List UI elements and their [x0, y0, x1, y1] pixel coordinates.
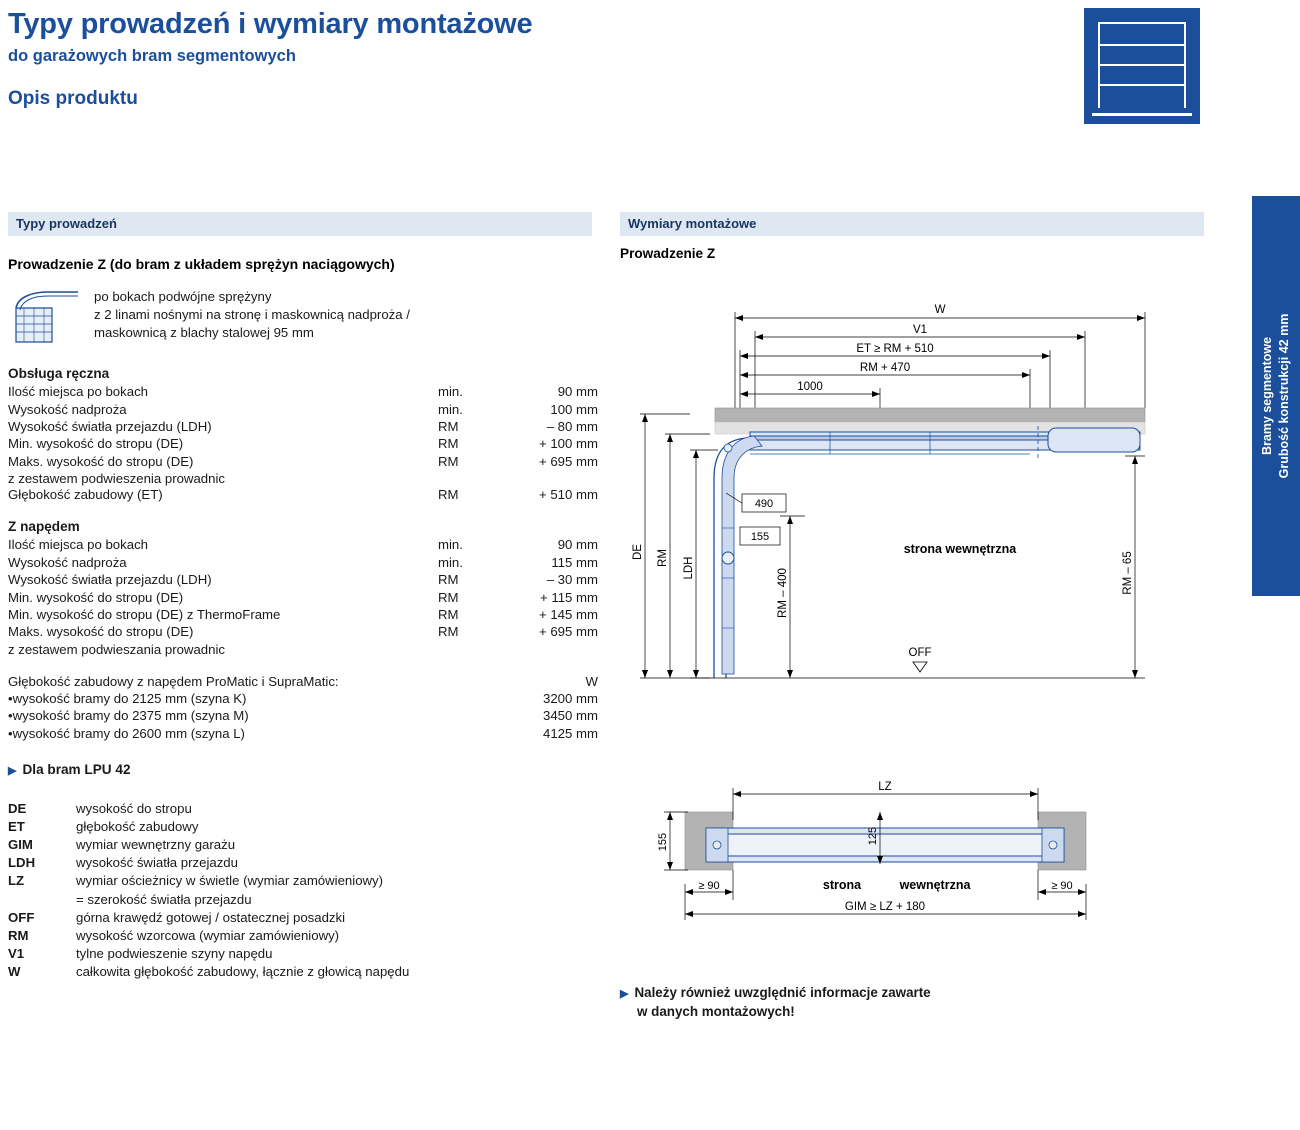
dim-rm65: RM – 65	[1122, 551, 1134, 595]
depth-item-value: 4125 mm	[543, 725, 598, 741]
depth-title: Głębokość zabudowy z napędem ProMatic i SupraMatic:	[8, 673, 339, 689]
table-row	[8, 588, 598, 605]
manual-note: z zestawem podwieszenia prowadnic	[8, 470, 225, 486]
right-section-bar: Wymiary montażowe	[620, 212, 1204, 236]
left-column	[8, 248, 598, 981]
spec-value: + 510 mm	[538, 487, 598, 503]
table-row: •wysokość bramy do 2125 mm (szyna K) 3200 mm	[8, 691, 598, 707]
label-inside-side: strona wewnętrzna	[903, 542, 1017, 556]
section-title: Opis produktu	[8, 88, 138, 110]
legend-key: LDH	[8, 855, 36, 871]
spring-text-line1: po bokach podwójne sprężyny	[94, 289, 272, 304]
dim-ldh: LDH	[683, 556, 695, 580]
right-subtitle: Prowadzenie Z	[620, 246, 716, 261]
dim-125: 125	[867, 826, 879, 846]
dim-155-top: 155	[657, 832, 669, 852]
legend-key: ET	[8, 818, 25, 834]
spec-ref: RM	[438, 624, 459, 640]
spec-value: + 695 mm	[538, 453, 598, 469]
manual-section-title: Obsługa ręczna	[8, 366, 110, 381]
table-row	[8, 673, 598, 690]
spec-value: + 100 mm	[538, 436, 598, 452]
legend-desc: całkowita głębokość zabudowy, łącznie z głowicą napędu	[76, 964, 410, 980]
dim-155-side: 155	[750, 531, 770, 543]
vertical-tab	[1252, 196, 1300, 596]
legend-key: OFF	[8, 909, 35, 925]
depth-table	[8, 673, 598, 743]
table-row	[8, 606, 598, 623]
dim-et: ET ≥ RM + 510	[856, 343, 934, 355]
spec-label: Ilość miejsca po bokach	[8, 384, 149, 400]
vertical-tab-line1: Bramy segmentowe	[1260, 336, 1275, 456]
table-row	[8, 435, 598, 452]
triangle-right-icon: ▶	[620, 988, 629, 1000]
table-row: •wysokość bramy do 2375 mm (szyna M) 3450 mm	[8, 708, 598, 724]
garage-door-logo-icon	[1084, 8, 1200, 124]
table-row	[8, 854, 596, 872]
table-row	[8, 908, 596, 926]
dim-rm: RM	[657, 549, 669, 567]
label-inside-2: wewnętrzna	[899, 878, 971, 892]
vertical-tab-line2: Grubość konstrukcji 42 mm	[1277, 313, 1291, 479]
spec-value: + 695 mm	[538, 624, 598, 640]
spec-label: Ilość miejsca po bokach	[8, 537, 149, 553]
dim-490: 490	[754, 498, 774, 510]
page-subtitle: do garażowych bram segmentowych	[8, 47, 296, 66]
legend-desc: wysokość światła przejazdu	[76, 855, 238, 871]
drive-note: z zestawem podwieszania prowadnic	[8, 641, 225, 657]
spec-value: 115 mm	[551, 554, 598, 570]
spec-label: Maks. wysokość do stropu (DE)	[8, 624, 194, 640]
left-section-bar: Typy prowadzeń	[8, 212, 592, 236]
spring-text-line3: maskownicą z blachy stalowej 95 mm	[94, 324, 314, 340]
legend-desc: głębokość zabudowy	[76, 818, 199, 834]
depth-item-label: wysokość bramy do 2125 mm (szyna K)	[12, 691, 247, 707]
dim-de: DE	[632, 544, 644, 560]
manual-depth-row	[8, 486, 598, 503]
right-note-line1: Należy również uwzględnić informacje zawarte	[634, 985, 931, 1000]
table-row	[8, 571, 598, 588]
spec-value: 100 mm	[550, 401, 598, 417]
spec-label: Wysokość światła przejazdu (LDH)	[8, 418, 212, 434]
table-row	[8, 872, 596, 890]
drive-section-title: Z napędem	[8, 519, 80, 535]
depth-item-value: 3450 mm	[543, 708, 598, 724]
dim-w: W	[934, 304, 946, 316]
table-row	[8, 835, 596, 853]
spec-value: + 145 mm	[538, 606, 598, 622]
legend-desc: wymiar wewnętrzny garażu	[76, 836, 236, 852]
spec-ref: min.	[438, 537, 463, 553]
lpu-note: ▶ Dla bram LPU 42	[8, 762, 131, 777]
spec-label: Wysokość nadproża	[8, 401, 127, 417]
legend-key: DE	[8, 800, 27, 816]
spec-ref: min.	[438, 384, 463, 400]
legend-key: GIM	[8, 836, 33, 852]
spec-label: Wysokość nadproża	[8, 554, 127, 570]
legend-table	[8, 799, 596, 981]
label-inside-1: strona	[822, 878, 862, 892]
table-row	[8, 453, 598, 470]
spec-label: Głębokość zabudowy (ET)	[8, 487, 163, 503]
table-row	[8, 383, 598, 400]
table-row	[8, 486, 598, 503]
legend-key	[8, 890, 76, 908]
spec-value: – 80 mm	[546, 418, 598, 434]
spec-value: – 30 mm	[546, 572, 598, 588]
dim-lz: LZ	[878, 781, 892, 793]
table-row	[8, 817, 596, 835]
table-row	[8, 418, 598, 435]
table-row	[8, 799, 596, 817]
dim-left-90: ≥ 90	[698, 880, 720, 892]
page-title: Typy prowadzeń i wymiary montażowe	[8, 8, 533, 40]
table-row	[8, 963, 596, 981]
table-row	[8, 554, 598, 571]
depth-item-value: 3200 mm	[543, 691, 598, 707]
track-type-heading: Prowadzenie Z (do bram z układem sprężyn naciągowych)	[8, 256, 395, 272]
dim-rm470: RM + 470	[859, 362, 911, 374]
table-row: •wysokość bramy do 2600 mm (szyna L) 4125 mm	[8, 725, 598, 741]
dim-rm400: RM – 400	[777, 568, 789, 618]
right-note	[620, 984, 1180, 1022]
spec-label: Min. wysokość do stropu (DE) z ThermoFrame	[8, 606, 281, 622]
legend-key: LZ	[8, 873, 25, 889]
spec-ref: RM	[438, 589, 459, 605]
legend-desc: tylne podwieszenie szyny napędu	[76, 946, 273, 962]
spec-value: + 115 mm	[539, 589, 598, 605]
spring-description	[8, 288, 598, 350]
manual-spec-table	[8, 383, 598, 470]
depth-unit: W	[585, 673, 598, 689]
spec-ref: RM	[438, 453, 459, 469]
table-row	[8, 926, 596, 944]
spec-ref: min.	[438, 401, 463, 417]
legend-desc: = szerokość światła przejazdu	[76, 891, 252, 907]
side-view-drawing	[630, 288, 1190, 708]
top-view-drawing	[630, 772, 1190, 952]
spec-label: Min. wysokość do stropu (DE)	[8, 589, 184, 605]
spec-ref: RM	[438, 418, 459, 434]
dim-right-90: ≥ 90	[1051, 880, 1073, 892]
dim-1000: 1000	[797, 381, 823, 393]
legend-desc: wysokość wzorcowa (wymiar zamówieniowy)	[76, 927, 340, 943]
spec-label: Maks. wysokość do stropu (DE)	[8, 453, 194, 469]
spec-ref: min.	[438, 554, 463, 570]
spring-text-line2: z 2 linami nośnymi na stronę i maskownicą nadproża /	[94, 306, 410, 322]
spec-label: Wysokość światła przejazdu (LDH)	[8, 572, 212, 588]
spec-value: 90 mm	[557, 537, 598, 553]
dim-v1: V1	[912, 324, 928, 336]
depth-item-label: wysokość bramy do 2600 mm (szyna L)	[12, 725, 245, 741]
right-note-line2: w danych montażowych!	[637, 1003, 795, 1019]
depth-item-label: wysokość bramy do 2375 mm (szyna M)	[12, 708, 249, 724]
table-row	[8, 623, 598, 640]
table-row	[8, 400, 598, 417]
page-header	[8, 8, 1068, 110]
table-row	[8, 890, 596, 908]
legend-key: RM	[8, 927, 29, 943]
triangle-right-icon: ▶	[8, 765, 17, 777]
drive-spec-table	[8, 536, 598, 640]
table-row	[8, 536, 598, 553]
spec-ref: RM	[438, 436, 459, 452]
spec-ref: RM	[438, 606, 459, 622]
spec-label: Min. wysokość do stropu (DE)	[8, 436, 184, 452]
legend-desc: górna krawędź gotowej / ostatecznej posadzki	[76, 909, 346, 925]
legend-key: W	[8, 964, 21, 980]
dim-gim: GIM ≥ LZ + 180	[844, 901, 926, 913]
legend-desc: wysokość do stropu	[76, 800, 192, 816]
spec-value: 90 mm	[557, 384, 598, 400]
door-track-icon	[8, 288, 86, 346]
spec-ref: RM	[438, 572, 459, 588]
legend-key: V1	[8, 946, 25, 962]
table-row	[8, 945, 596, 963]
label-off: OFF	[908, 647, 932, 659]
legend-desc: wymiar ościeżnicy w świetle (wymiar zamówieniowy)	[76, 873, 384, 889]
spec-ref: RM	[438, 487, 459, 503]
